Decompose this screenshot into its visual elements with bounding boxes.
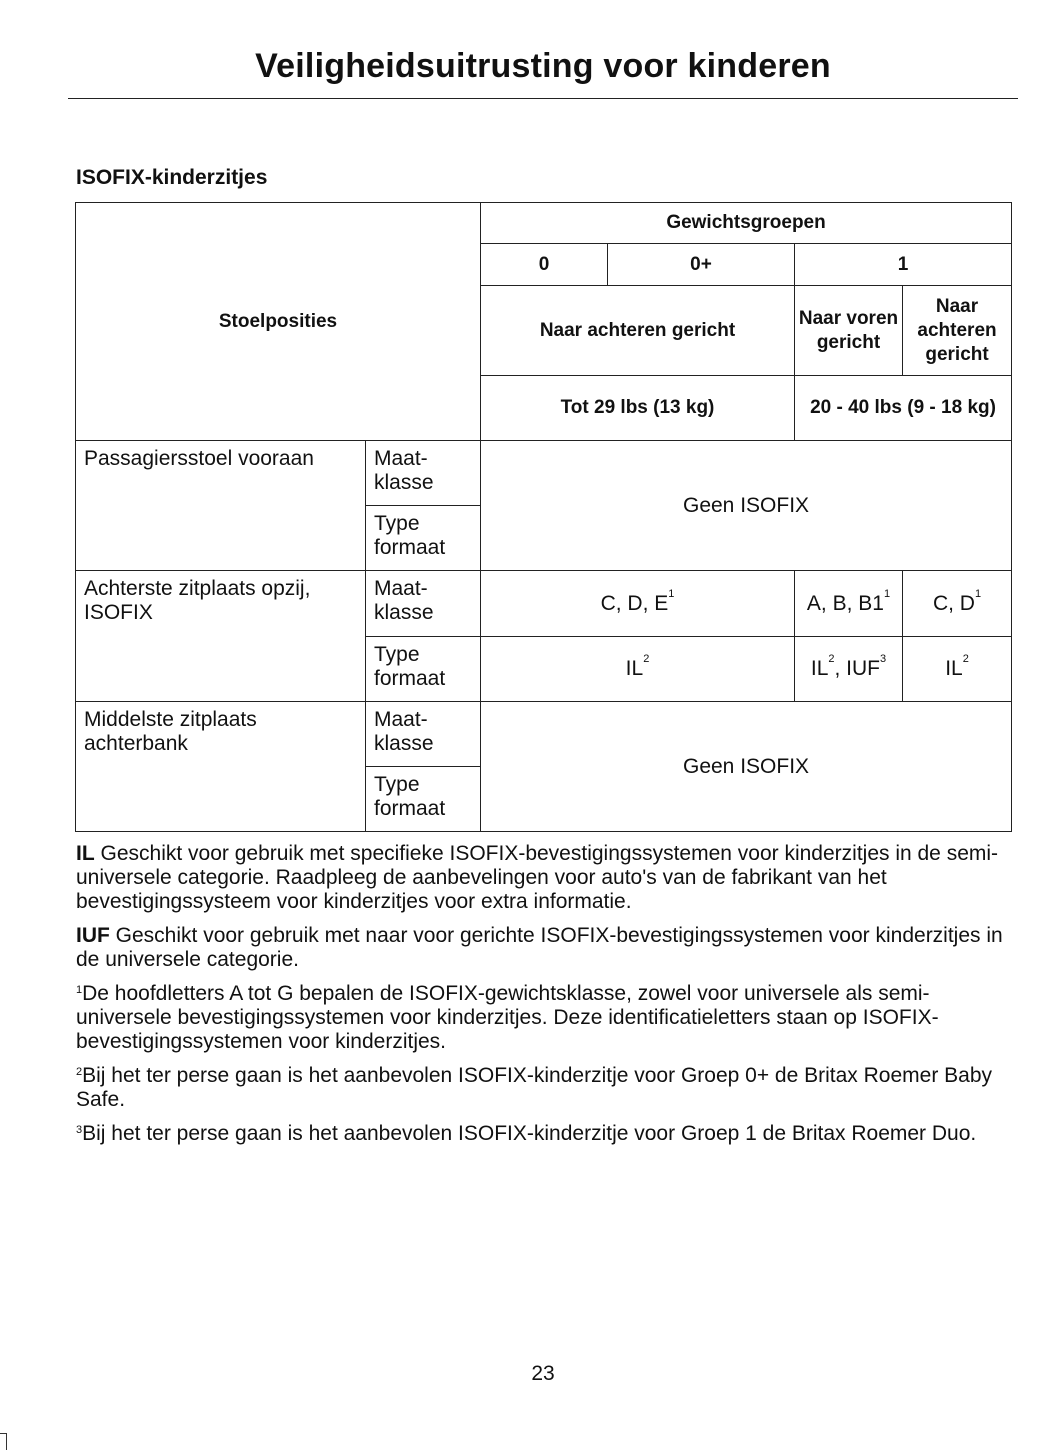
table-row [76, 571, 1012, 637]
size-class-forward: A, B, $B1^1$ [795, 571, 903, 637]
footnote-3: $^3$Bij het ter perse gaan is het aanbevolen ISOFIX-kinderzitje voor Groep 1 de Britax Roemer Duo. [76, 1122, 977, 1145]
note-iuf: IUF Geschikt voor gebruik met naar voor gerichte ISOFIX-bevestigingssystemen voor kinderzitjes in de universele categorie. [76, 924, 1003, 971]
seat-position: Achterste zitplaats opzij, ISOFIX [76, 571, 366, 702]
note-il: IL Geschikt voor gebruik met specifieke ISOFIX-bevestigingssystemen voor kinderzitjes in de semi-universele categorie. Raadpleeg de aanbevelingen voor auto's van de fabrikant van het bevestigingssysteem voor kinderzitjes voor extra informatie. [76, 842, 999, 913]
group-0: 0 [481, 244, 608, 286]
size-class-rear: C, D, $E^1$ [481, 571, 795, 637]
footnotes [76, 842, 1016, 1156]
group-0-plus: 0+ [608, 244, 795, 286]
weight-range: 20 - 40 lbs (9 - 18 kg) [795, 376, 1012, 441]
no-isofix-value: Geen ISOFIX [481, 702, 1012, 832]
type-label: Type formaat [366, 637, 481, 702]
page-number: 23 [531, 1362, 555, 1385]
isofix-table [75, 202, 1012, 832]
seat-position: Passagiersstoel vooraan [76, 441, 366, 571]
size-class-label: Maat-klasse [366, 702, 481, 767]
rear-facing-header: Naar achteren gericht [481, 286, 795, 376]
type-forward: $IL^2$, IUF$^3$ [795, 637, 903, 702]
section-title: ISOFIX-kinderzitjes [76, 166, 268, 189]
weight-up-to: Tot 29 lbs (13 kg) [481, 376, 795, 441]
page-title: Veiligheidsuitrusting voor kinderen [68, 44, 1018, 99]
rear-facing-g1-header: Naar achteren gericht [903, 286, 1012, 376]
size-class-label: Maat-klasse [366, 441, 481, 506]
type-rear: $IL^2$ [481, 637, 795, 702]
type-label: Type formaat [366, 506, 481, 571]
type-rear-g1: $IL^2$ [903, 637, 1012, 702]
footnote-2: $^2$Bij het ter perse gaan is het aanbevolen ISOFIX-kinderzitje voor Groep 0+ de Britax Roemer Baby Safe. [76, 1064, 993, 1111]
type-label: Type formaat [366, 767, 481, 832]
seat-positions-header: Stoelposities [76, 203, 481, 441]
size-class-label: Maat-klasse [366, 571, 481, 637]
seat-position: Middelste zitplaats achterbank [76, 702, 366, 832]
crop-mark [0, 1433, 7, 1450]
table-row [76, 441, 1012, 506]
table-row [76, 702, 1012, 767]
forward-facing-header: Naar voren gericht [795, 286, 903, 376]
size-class-rear-g1: C, $D^1$ [903, 571, 1012, 637]
no-isofix-value: Geen ISOFIX [481, 441, 1012, 571]
group-1: 1 [795, 244, 1012, 286]
footnote-1: $^1$De hoofdletters A tot G bepalen de ISOFIX-gewichtsklasse, zowel voor universele als semi-universele bevestigingssystemen voor kinderzitjes. Deze identificatieletters staan op ISOFIX-bevestigingssystemen voor kinderzitjes. [76, 982, 939, 1053]
weight-groups-header: Gewichtsgroepen [481, 203, 1012, 244]
